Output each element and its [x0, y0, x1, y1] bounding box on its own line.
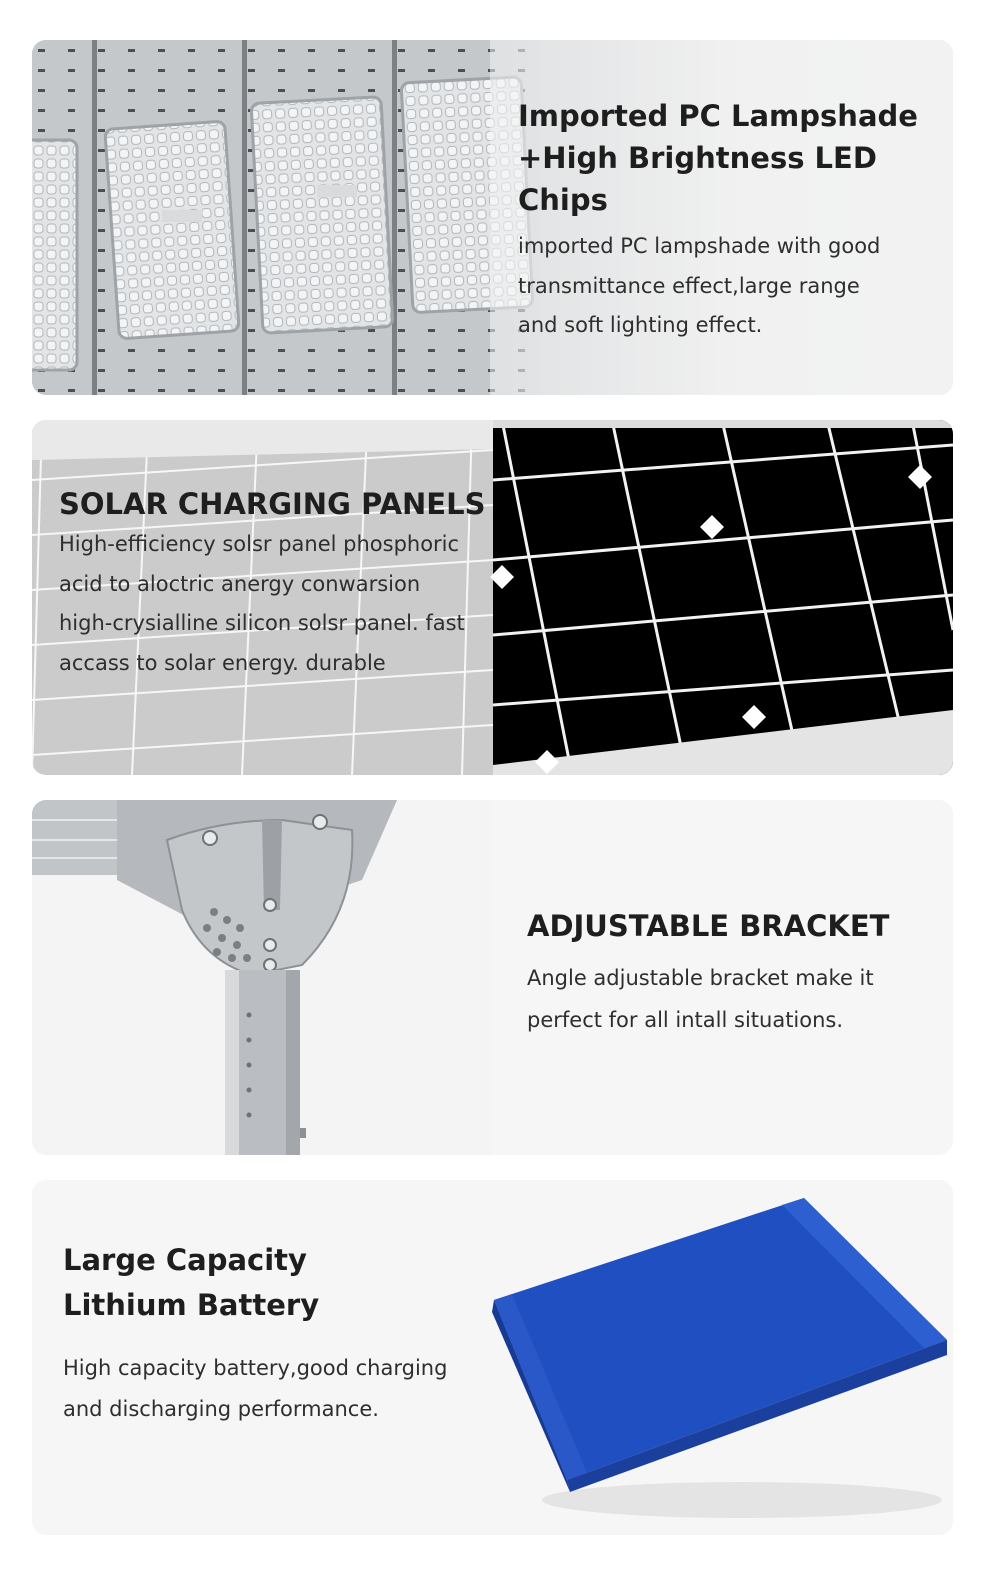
led-feature-text	[518, 95, 953, 346]
bracket-desc-line-1: Angle adjustable bracket make it	[527, 966, 874, 990]
battery-desc-line-1: High capacity battery,good charging	[63, 1356, 448, 1380]
bracket-title: ADJUSTABLE BRACKET	[527, 909, 890, 943]
battery-title-line-1: Large Capacity	[63, 1243, 307, 1277]
battery-title-line-2: Lithium Battery	[63, 1288, 320, 1322]
solar-title: SOLAR CHARGING PANELS	[59, 487, 486, 521]
battery-photo	[492, 1180, 953, 1535]
led-desc-line-2: transmittance effect,large range	[518, 273, 860, 298]
solar-desc-line-1: High-efficiency solsr panel phosphoric	[59, 532, 460, 556]
feature-card-battery	[32, 1180, 953, 1535]
solar-desc-line-3: high-crysialline silicon solsr panel. fast	[59, 611, 465, 635]
bracket-feature-text	[527, 905, 889, 1041]
solar-desc-line-4: accass to solar energy. durable	[59, 650, 386, 675]
feature-card-bracket	[32, 800, 953, 1155]
led-desc-line-1: imported PC lampshade with good	[518, 234, 881, 258]
solar-desc-line-2: acid to aloctric anergy conwarsion	[59, 571, 421, 596]
led-title-line-1: Imported PC Lampshade	[518, 99, 918, 133]
led-title-line-2: +High Brightness LED Chips	[518, 141, 877, 217]
led-desc-line-3: and soft lighting effect.	[518, 313, 763, 337]
feature-card-led	[32, 40, 953, 395]
bracket-photo	[32, 800, 492, 1155]
bracket-desc-line-2: perfect for all intall situations.	[527, 1008, 844, 1032]
battery-feature-text	[63, 1238, 447, 1430]
battery-desc-line-2: and discharging performance.	[63, 1397, 379, 1421]
feature-card-solar	[32, 420, 953, 775]
solar-feature-text	[59, 483, 485, 683]
